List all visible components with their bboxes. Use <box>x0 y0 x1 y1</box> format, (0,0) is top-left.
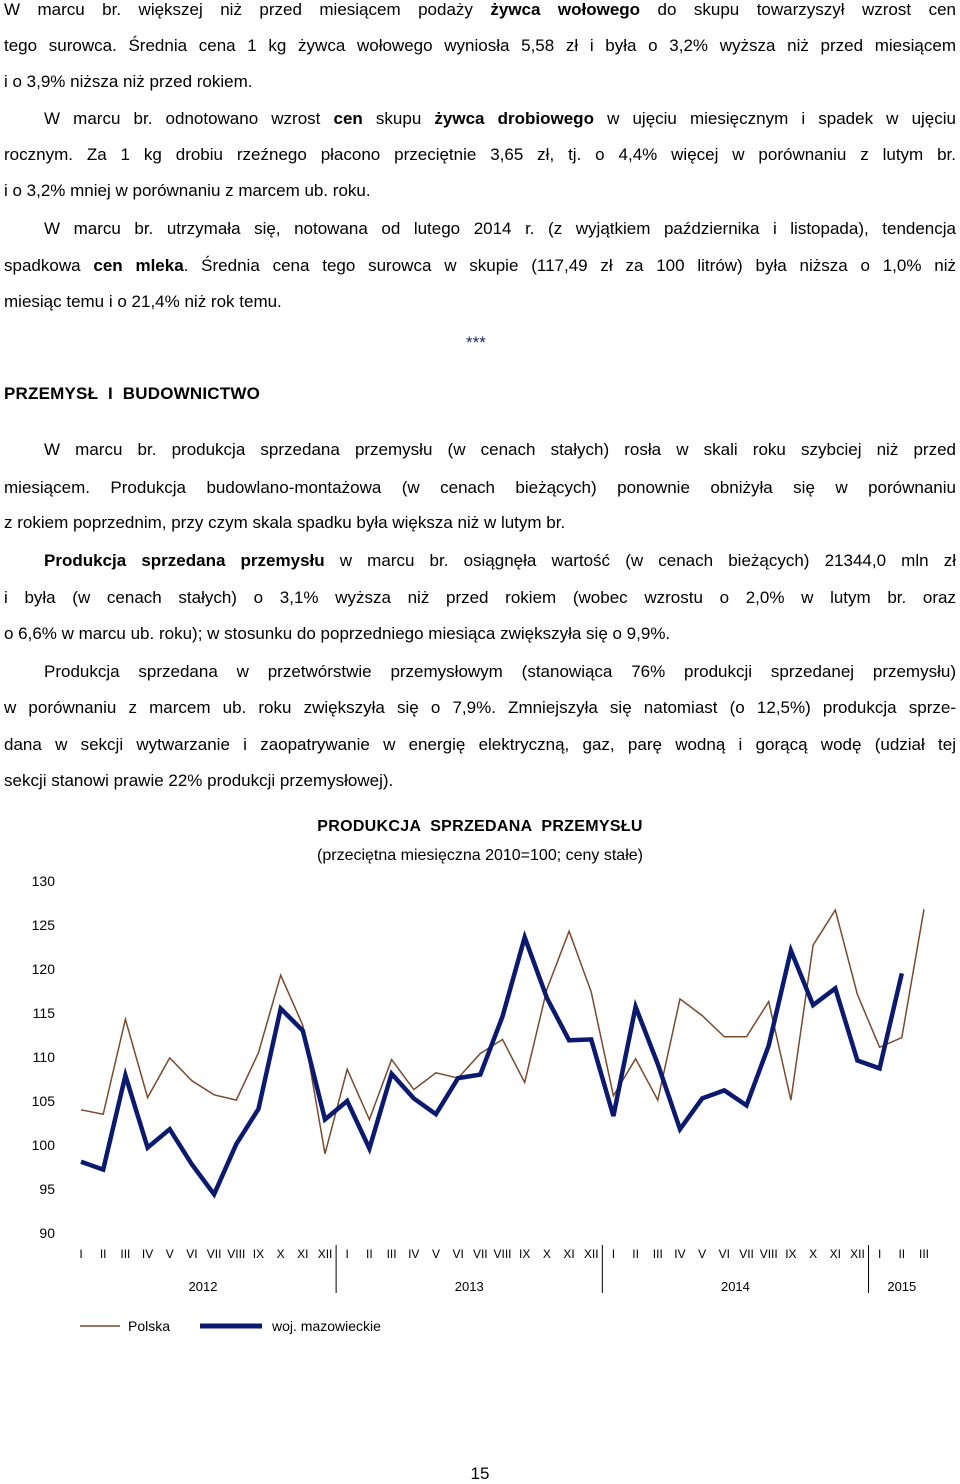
x-tick-label: XII <box>850 1247 865 1261</box>
paragraph-milk-line-1: W marcu br. utrzymała się, notowana od lutego 2014 r. (z wyjątkiem października i listopada), tendencja <box>44 219 956 238</box>
y-tick-label: 90 <box>39 1225 55 1241</box>
x-tick-label: II <box>898 1247 906 1261</box>
chart-title-text: PRODUKCJA SPRZEDANA PRZEMYSŁU <box>317 818 643 835</box>
series-line-mazowieckie <box>81 937 902 1194</box>
paragraph-beef-line-1: W marcu br. większej niż przed miesiącem podaży żywca wołowego do skupu towarzyszył wzrost cen <box>4 0 956 19</box>
paragraph-poultry-line-3: i o 3,2% mniej w porównaniu z marcem ub. roku. <box>4 181 371 200</box>
x-tick-label: VI <box>452 1247 464 1261</box>
x-tick-label: VI <box>718 1247 731 1261</box>
y-tick-label: 110 <box>32 1049 55 1065</box>
y-tick-label: 100 <box>31 1137 55 1153</box>
x-tick-label: IV <box>408 1247 420 1261</box>
paragraph-milk-line-3: miesiąc temu i o 21,4% niż rok temu. <box>4 292 282 311</box>
paragraph-production-line-2: i była (w cenach stałych) o 3,1% wyższa niż przed rokiem (wobec wzrostu o 2,0% w lutym br. oraz <box>4 588 956 607</box>
paragraph-beef-line-3: i o 3,9% niższa niż przed rokiem. <box>4 72 253 91</box>
x-tick-label: X <box>809 1247 818 1261</box>
production-line-chart <box>0 866 960 1366</box>
x-tick-label: IX <box>785 1247 797 1261</box>
x-tick-label: XI <box>563 1247 575 1261</box>
x-tick-label: VII <box>206 1247 222 1261</box>
y-tick-label: 105 <box>31 1093 55 1109</box>
y-tick-label: 95 <box>39 1181 55 1197</box>
legend-label-polska: Polska <box>128 1318 171 1334</box>
paragraph-industry-line-2: miesiącem. Produkcja budowlano-montażowa (w cenach bieżących) ponownie obniżyła się w porównaniu <box>4 478 956 497</box>
x-tick-label: I <box>877 1247 882 1261</box>
legend-label-mazowieckie: woj. mazowieckie <box>272 1318 381 1334</box>
x-tick-label: VIII <box>759 1247 778 1261</box>
x-tick-label: III <box>120 1247 131 1261</box>
paragraph-production-line-1: Produkcja sprzedana przemysłu w marcu br. osiągnęła wartość (w cenach bieżących) 21344,0 mln zł <box>44 551 956 570</box>
year-label: 2014 <box>720 1279 750 1294</box>
paragraph-manufacturing-line-2: w porównaniu z marcem ub. roku zwiększyła się o 7,9%. Zmniejszyła się natomiast (o 12,5%) produkcja sprze- <box>4 698 956 717</box>
x-tick-label: V <box>698 1247 707 1261</box>
x-tick-label: V <box>165 1247 174 1261</box>
x-tick-label: I <box>345 1247 349 1261</box>
x-tick-label: V <box>431 1247 440 1261</box>
x-tick-label: VII <box>739 1247 754 1261</box>
x-tick-label: X <box>276 1247 285 1261</box>
x-tick-label: II <box>632 1247 639 1261</box>
page-number: 15 <box>470 1464 490 1483</box>
x-tick-label: II <box>366 1247 373 1261</box>
x-tick-label: II <box>99 1247 107 1261</box>
x-tick-label: IX <box>252 1247 265 1261</box>
x-tick-label: IX <box>519 1247 531 1261</box>
x-tick-label: VII <box>472 1247 488 1261</box>
paragraph-poultry-line-1: W marcu br. odnotowano wzrost cen skupu żywca drobiowego w ujęciu miesięcznym i spadek w ujęciu <box>44 109 956 128</box>
x-tick-label: III <box>386 1247 397 1261</box>
paragraph-manufacturing-line-4: sekcji stanowi prawie 22% produkcji przemysłowej). <box>4 771 394 790</box>
paragraph-industry-line-3: z rokiem poprzednim, przy czym skala spadku była większa niż w lutym br. <box>4 513 566 532</box>
x-tick-label: XI <box>297 1247 309 1261</box>
paragraph-poultry-line-2: rocznym. Za 1 kg drobiu rzeźnego płacono przeciętnie 3,65 zł, tj. o 4,4% więcej w porównaniu z lutym br. <box>4 145 956 164</box>
x-tick-label: III <box>918 1247 930 1261</box>
x-tick-label: XII <box>583 1247 599 1261</box>
paragraph-manufacturing-line-3: dana w sekcji wytwarzanie i zaopatrywanie w energię elektryczną, gaz, parę wodną i gorącą wodę (udział tej <box>4 735 956 754</box>
x-tick-label: IV <box>141 1247 154 1261</box>
series-line-polska <box>81 909 924 1154</box>
year-label: 2015 <box>887 1279 917 1294</box>
paragraph-manufacturing-line-1: Produkcja sprzedana w przetwórstwie przemysłowym (stanowiąca 76% produkcji sprzedanej przemysłu) <box>44 662 956 681</box>
chart-subtitle: (przeciętna miesięczna 2010=100; ceny stałe) <box>317 847 643 864</box>
x-tick-label: VI <box>186 1247 198 1261</box>
x-tick-label: IV <box>674 1247 686 1261</box>
section-heading: PRZEMYSŁ I BUDOWNICTWO <box>4 384 261 403</box>
paragraph-milk-line-2: spadkowa cen mleka. Średnia cena tego surowca w skupie (117,49 zł za 100 litrów) była niższa o 1,0% niż <box>4 256 956 275</box>
y-tick-label: 125 <box>31 917 55 933</box>
section-separator-stars: *** <box>466 333 486 352</box>
y-tick-label: 115 <box>32 1005 55 1021</box>
paragraph-industry-line-1: W marcu br. produkcja sprzedana przemysłu (w cenach stałych) rosła w skali roku szybciej niż przed <box>44 440 956 459</box>
year-label: 2012 <box>188 1279 218 1294</box>
year-label: 2013 <box>454 1279 484 1294</box>
x-tick-label: XI <box>829 1247 841 1261</box>
paragraph-production-line-3: o 6,6% w marcu ub. roku); w stosunku do poprzedniego miesiąca zwiększyła się o 9,9%. <box>4 624 671 643</box>
chart-title <box>0 818 960 836</box>
x-tick-label: XII <box>317 1247 333 1261</box>
x-tick-label: I <box>611 1247 616 1261</box>
paragraph-beef-line-2: tego surowca. Średnia cena 1 kg żywca wołowego wyniosła 5,58 zł i była o 3,2% wyższa niż przed miesiącem <box>4 36 956 55</box>
x-tick-label: VIII <box>227 1247 246 1261</box>
y-tick-label: 130 <box>31 873 55 889</box>
x-tick-label: X <box>542 1247 551 1261</box>
y-tick-label: 120 <box>31 961 55 977</box>
x-tick-label: III <box>652 1247 663 1261</box>
x-tick-label: VIII <box>493 1247 512 1261</box>
x-tick-label: I <box>79 1247 83 1261</box>
